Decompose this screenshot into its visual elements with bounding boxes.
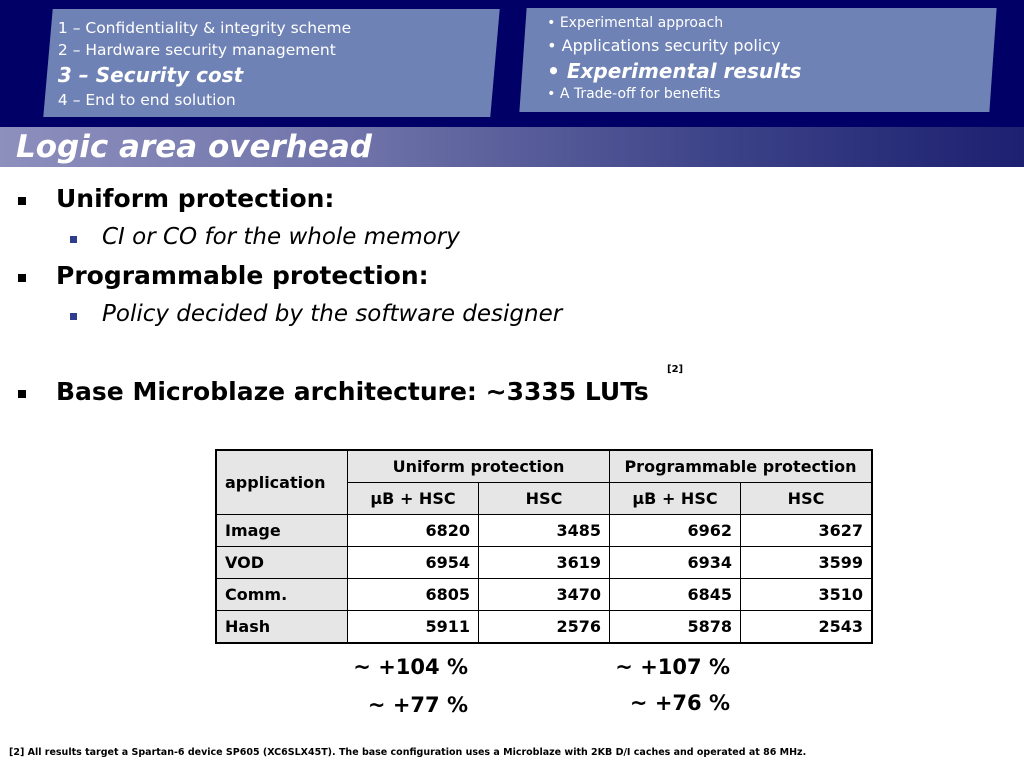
subheader-uniform-hsc: HSC: [479, 483, 610, 515]
table-cell: 3470: [479, 579, 610, 611]
table-cell: 6845: [610, 579, 741, 611]
table-row: [216, 547, 872, 579]
table-cell: 6805: [348, 579, 479, 611]
table-corner-header: application: [216, 450, 348, 515]
subheader-prog-ub-hsc: µB + HSC: [610, 483, 741, 515]
table-cell: 6954: [348, 547, 479, 579]
row-label: Image: [216, 515, 348, 547]
slide-title-bar: [0, 127, 1024, 167]
table-row: [216, 515, 872, 547]
overhead-uniform-hsc: ~ +77 %: [367, 693, 468, 717]
nav-item-security-cost-active[interactable]: 3 – Security cost: [57, 63, 244, 87]
subheader-uniform-ub-hsc: µB + HSC: [348, 483, 479, 515]
overhead-prog-hsc: ~ +76 %: [629, 691, 730, 715]
nav-item-hardware-security[interactable]: 2 – Hardware security management: [57, 41, 336, 59]
square-bullet-icon: [70, 313, 77, 320]
square-bullet-icon: [70, 236, 77, 243]
table-cell: 6820: [348, 515, 479, 547]
subnav-item-experimental-approach[interactable]: • Experimental approach: [547, 15, 724, 31]
table-cell: 2543: [741, 611, 873, 644]
square-bullet-icon: [18, 274, 26, 282]
table-cell: 3485: [479, 515, 610, 547]
reference-marker: [2]: [667, 364, 684, 375]
header-programmable-protection: Programmable protection: [610, 450, 873, 483]
table-row: [216, 611, 872, 644]
table-cell: 2576: [479, 611, 610, 644]
row-label: Hash: [216, 611, 348, 644]
table-cell: 3619: [479, 547, 610, 579]
nav-item-end-to-end[interactable]: 4 – End to end solution: [57, 91, 236, 109]
table-cell: 6934: [610, 547, 741, 579]
subnav-item-security-policy[interactable]: • Applications security policy: [547, 36, 781, 55]
slide-title: Logic area overhead: [16, 129, 373, 165]
section-nav: [43, 9, 499, 117]
square-bullet-icon: [18, 197, 26, 205]
overhead-uniform-ub-hsc: ~ +104 %: [353, 655, 468, 679]
square-bullet-icon: [18, 390, 26, 398]
header-uniform-protection: Uniform protection: [348, 450, 610, 483]
table-cell: 5911: [348, 611, 479, 644]
table-cell: 3627: [741, 515, 873, 547]
table-cell: 5878: [610, 611, 741, 644]
header-banner: [0, 0, 1024, 127]
table-row: [216, 579, 872, 611]
luts-table: [215, 449, 873, 644]
table-cell: 3510: [741, 579, 873, 611]
subsection-nav: [519, 8, 996, 112]
footnote: [2] All results target a Spartan-6 device SP605 (XC6SLX45T). The base configuration uses a Microblaze with 2KB D/I caches and operated at 86 MHz.: [9, 747, 807, 758]
table-cell: 6962: [610, 515, 741, 547]
overhead-prog-ub-hsc: ~ +107 %: [615, 655, 730, 679]
subheader-prog-hsc: HSC: [741, 483, 873, 515]
row-label: VOD: [216, 547, 348, 579]
table-cell: 3599: [741, 547, 873, 579]
subnav-item-experimental-results-active[interactable]: • Experimental results: [547, 59, 802, 83]
nav-item-confidentiality[interactable]: 1 – Confidentiality & integrity scheme: [57, 19, 352, 37]
subnav-item-trade-off[interactable]: • A Trade-off for benefits: [547, 86, 721, 102]
row-label: Comm.: [216, 579, 348, 611]
